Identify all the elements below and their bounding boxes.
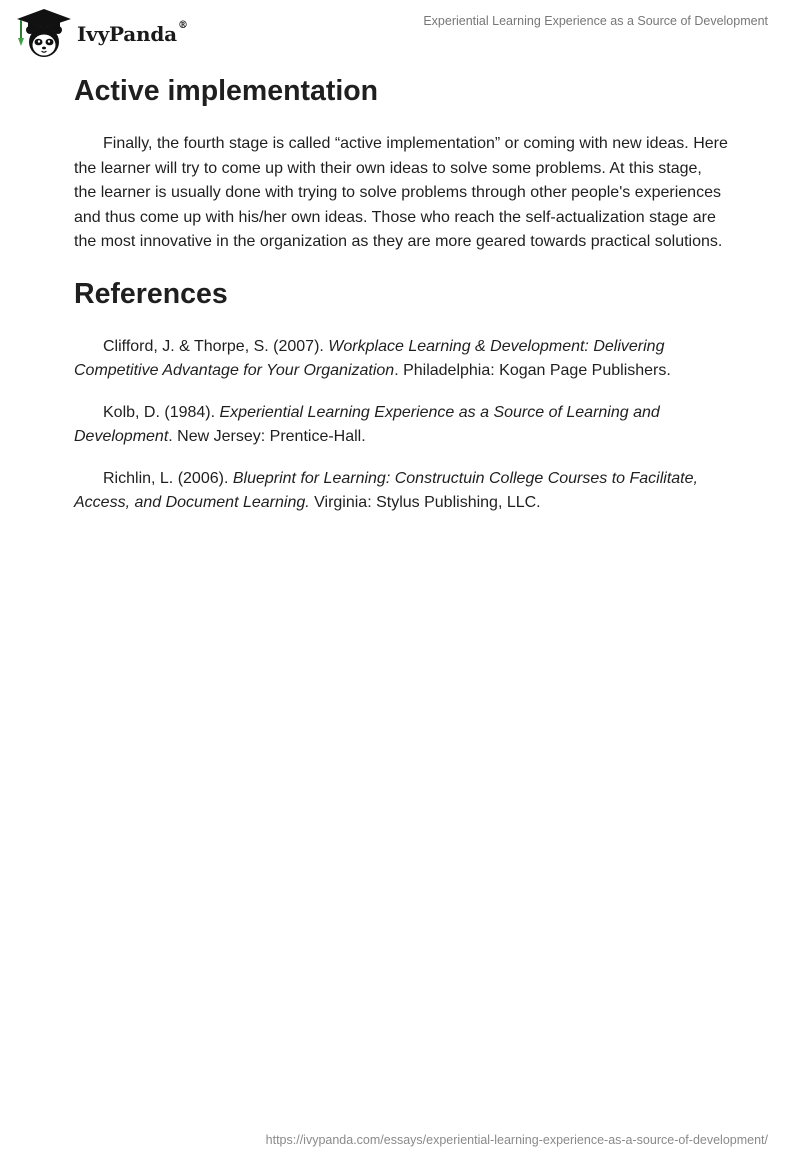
brand-text: IvyPanda	[77, 22, 177, 46]
reference-title: Experiential Learning Experience as a Source of Learning and Development	[74, 403, 660, 445]
reference-item	[74, 335, 728, 384]
reference-author-year: Clifford, J. & Thorpe, S. (2007).	[103, 337, 329, 355]
section-heading-references: References	[74, 277, 228, 310]
reference-title: Blueprint for Learning: Constructuin College Courses to Facilitate, Access, and Document Learning.	[74, 469, 698, 511]
panda-graduate-icon	[16, 8, 74, 58]
registered-mark: ®	[177, 20, 188, 31]
brand-name	[77, 22, 188, 46]
reference-title: Workplace Learning & Development: Delivering Competitive Advantage for Your Organization	[74, 337, 665, 379]
reference-publisher: . Philadelphia: Kogan Page Publishers.	[394, 362, 671, 379]
reference-item	[74, 401, 728, 450]
reference-item	[74, 467, 728, 516]
document-body	[74, 70, 728, 516]
reference-author-year: Richlin, L. (2006).	[103, 469, 233, 487]
reference-publisher: . New Jersey: Prentice-Hall.	[168, 428, 366, 445]
footer-source-url[interactable]: https://ivypanda.com/essays/experiential-learning-experience-as-a-source-of-development/	[265, 1133, 768, 1147]
section-heading-active-implementation: Active implementation	[74, 75, 379, 107]
reference-author-year: Kolb, D. (1984).	[103, 403, 220, 421]
reference-publisher: Virginia: Stylus Publishing, LLC.	[309, 494, 541, 511]
running-head-title: Experiential Learning Experience as a Source of Development	[423, 14, 768, 28]
paragraph-active-implementation: Finally, the fourth stage is called “active implementation” or coming with new ideas. Here the learner will try to come up with their own ideas to solve some problems. At this stage, the learner is usually done with trying to solve problems through other people's experiences and thus come up with his/her own ideas. Those who reach the self-actualization stage are the most innovative in the organization as they are more geared towards practical solutions.	[74, 135, 728, 250]
ivypanda-logo[interactable]	[16, 8, 188, 58]
